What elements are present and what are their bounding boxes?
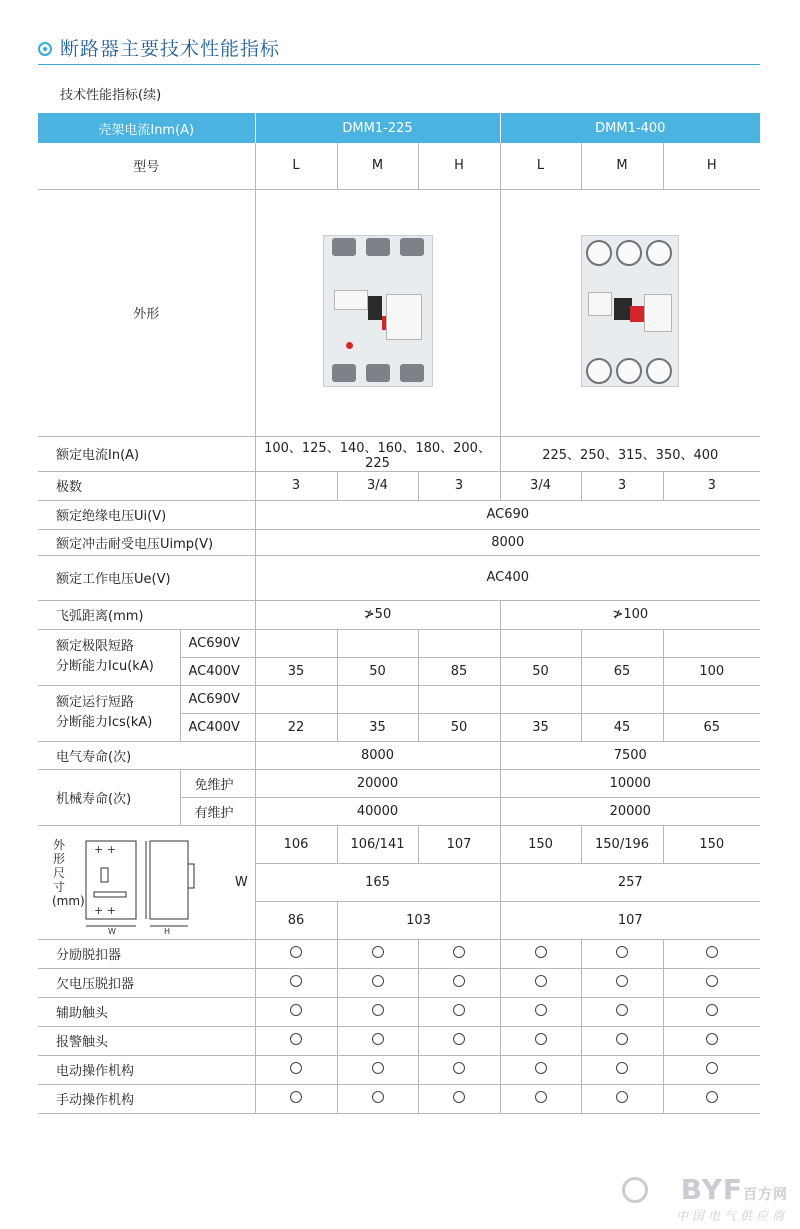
ue-label: 额定工作电压Ue(V) (38, 555, 255, 600)
svg-text:+ +: + + (94, 843, 116, 856)
optional-circle-icon (290, 1033, 302, 1045)
appearance-label: 外形 (38, 189, 255, 436)
icu-label-line2: 分断能力Icu(kA) (56, 659, 154, 674)
bullet-ring-icon (38, 42, 52, 56)
optional-circle-icon (290, 1004, 302, 1016)
optional-circle-icon (706, 1033, 718, 1045)
empty-cell (418, 685, 500, 713)
optional-circle-icon (616, 1033, 628, 1045)
empty-cell (255, 629, 337, 657)
ics-label-line1: 额定运行短路 (56, 695, 135, 710)
ui-row (38, 500, 760, 529)
ics-label (38, 685, 180, 741)
icu-ac690-row (38, 629, 760, 657)
optional-circle-icon (706, 946, 718, 958)
optional-circle-icon (706, 1091, 718, 1103)
elec-life-row (38, 741, 760, 769)
frame-current-label: 壳架电流Inm(A) (38, 113, 255, 143)
accessory-row (38, 968, 760, 997)
ui-label: 额定绝缘电压Ui(V) (38, 500, 255, 529)
optional-circle-icon (706, 1004, 718, 1016)
accessory-row (38, 939, 760, 968)
empty-cell (581, 629, 663, 657)
poles-cell: 3 (418, 471, 500, 500)
mech-free-label: 免维护 (180, 769, 255, 797)
dimension-diagram-cell (38, 825, 255, 939)
arc-row (38, 600, 760, 629)
empty-cell (500, 629, 581, 657)
optional-circle-icon (535, 1062, 547, 1074)
empty-cell (255, 685, 337, 713)
watermark (622, 1173, 792, 1223)
dimension-drawing (38, 836, 228, 936)
elec-life-225: 8000 (255, 741, 500, 769)
poles-cell: 3/4 (337, 471, 418, 500)
watermark-tagline: 中国电气供应商 (675, 1209, 788, 1223)
svg-text:+ +: + + (94, 904, 116, 917)
accessory-label: 欠电压脱扣器 (38, 968, 255, 997)
dim-w-row (38, 825, 760, 863)
optional-circle-icon (372, 1033, 384, 1045)
optional-circle-icon (372, 975, 384, 987)
rated-current-row (38, 436, 760, 471)
icu-cell: 100 (663, 657, 760, 685)
optional-circle-icon (372, 946, 384, 958)
icu-ac690-label: AC690V (180, 629, 255, 657)
poles-cell: 3/4 (500, 471, 581, 500)
mech-free-400: 10000 (500, 769, 760, 797)
mech-free-row (38, 769, 760, 797)
watermark-logo: BYF百方网 (680, 1173, 788, 1206)
icu-label (38, 629, 180, 685)
spec-table (38, 113, 760, 1114)
dim-h-400: 107 (500, 901, 760, 939)
dim-w-cell: 106/141 (337, 825, 418, 863)
watermark-emblem-icon (622, 1177, 648, 1203)
optional-circle-icon (616, 1091, 628, 1103)
ue-value: AC400 (255, 555, 760, 600)
optional-circle-icon (535, 946, 547, 958)
dim-h-225-l: 86 (255, 901, 337, 939)
icu-cell: 50 (337, 657, 418, 685)
arc-225: ≯50 (255, 600, 500, 629)
ics-cell: 45 (581, 713, 663, 741)
dim-w-cell: 150 (663, 825, 760, 863)
section-header (38, 34, 760, 66)
model-cell: M (337, 143, 418, 189)
mech-maint-400: 20000 (500, 797, 760, 825)
dim-l-400: 257 (500, 863, 760, 901)
model-cell: L (255, 143, 337, 189)
empty-cell (337, 685, 418, 713)
breaker-400-image (500, 189, 760, 436)
poles-cell: 3 (255, 471, 337, 500)
optional-circle-icon (616, 1004, 628, 1016)
icu-cell: 65 (581, 657, 663, 685)
elec-life-label: 电气寿命(次) (38, 741, 255, 769)
accessory-row (38, 997, 760, 1026)
breaker-400-illustration (581, 235, 679, 387)
breaker-225-illustration (323, 235, 433, 387)
arc-400: ≯100 (500, 600, 760, 629)
table-subtitle: 技术性能指标(续) (60, 88, 162, 103)
optional-circle-icon (616, 1062, 628, 1074)
frame-400-label: DMM1-400 (500, 113, 760, 143)
frame-current-row (38, 113, 760, 143)
dimension-diagram (38, 836, 228, 936)
accessory-row (38, 1026, 760, 1055)
accessory-label: 报警触头 (38, 1026, 255, 1055)
elec-life-400: 7500 (500, 741, 760, 769)
dim-w-cell: 150 (500, 825, 581, 863)
ics-cell: 35 (337, 713, 418, 741)
optional-circle-icon (535, 1033, 547, 1045)
rated-current-label: 额定电流In(A) (38, 436, 255, 471)
ics-ac690-label: AC690V (180, 685, 255, 713)
appearance-row (38, 189, 760, 436)
optional-circle-icon (706, 975, 718, 987)
svg-text:W: W (108, 927, 116, 936)
uimp-row (38, 529, 760, 555)
optional-circle-icon (535, 975, 547, 987)
dim-label: 外形尺寸(mm) (52, 838, 85, 908)
accessory-label: 手动操作机构 (38, 1084, 255, 1113)
dim-h-225-mh: 103 (337, 901, 500, 939)
optional-circle-icon (290, 946, 302, 958)
icu-cell: 35 (255, 657, 337, 685)
optional-circle-icon (453, 1004, 465, 1016)
model-cell: H (663, 143, 760, 189)
empty-cell (581, 685, 663, 713)
svg-text:H: H (164, 927, 171, 936)
ics-ac690-row (38, 685, 760, 713)
optional-circle-icon (616, 975, 628, 987)
dim-w-cell: 150/196 (581, 825, 663, 863)
empty-cell (663, 629, 760, 657)
accessory-row (38, 1084, 760, 1113)
model-cell: M (581, 143, 663, 189)
empty-cell (337, 629, 418, 657)
poles-cell: 3 (581, 471, 663, 500)
uimp-label: 额定冲击耐受电压Uimp(V) (38, 529, 255, 555)
ics-label-line2: 分断能力Ics(kA) (56, 715, 153, 730)
optional-circle-icon (290, 1091, 302, 1103)
optional-circle-icon (372, 1062, 384, 1074)
section-title: 断路器主要技术性能指标 (60, 38, 281, 60)
poles-row (38, 471, 760, 500)
ics-cell: 22 (255, 713, 337, 741)
optional-circle-icon (453, 975, 465, 987)
poles-label: 极数 (38, 471, 255, 500)
icu-ac400-label: AC400V (180, 657, 255, 685)
icu-label-line1: 额定极限短路 (56, 639, 135, 654)
model-cell: L (500, 143, 581, 189)
ue-row (38, 555, 760, 600)
header-divider (38, 64, 760, 65)
dim-w-cell: 107 (418, 825, 500, 863)
optional-circle-icon (616, 946, 628, 958)
dim-l-225: 165 (255, 863, 500, 901)
ics-cell: 65 (663, 713, 760, 741)
optional-circle-icon (535, 1091, 547, 1103)
optional-circle-icon (453, 946, 465, 958)
optional-circle-icon (372, 1004, 384, 1016)
empty-cell (500, 685, 581, 713)
icu-cell: 85 (418, 657, 500, 685)
model-cell: H (418, 143, 500, 189)
frame-225-label: DMM1-225 (255, 113, 500, 143)
accessory-label: 电动操作机构 (38, 1055, 255, 1084)
optional-circle-icon (290, 975, 302, 987)
accessory-row (38, 1055, 760, 1084)
model-label: 型号 (38, 143, 255, 189)
icu-cell: 50 (500, 657, 581, 685)
rated-current-225: 100、125、140、160、180、200、225 (255, 436, 500, 471)
optional-circle-icon (706, 1062, 718, 1074)
ui-value: AC690 (255, 500, 760, 529)
mech-life-label: 机械寿命(次) (38, 769, 180, 825)
model-row (38, 143, 760, 189)
mech-maint-225: 40000 (255, 797, 500, 825)
optional-circle-icon (535, 1004, 547, 1016)
empty-cell (663, 685, 760, 713)
optional-circle-icon (372, 1091, 384, 1103)
dim-w-cell: 106 (255, 825, 337, 863)
uimp-value: 8000 (255, 529, 760, 555)
dim-w-label: W (234, 874, 248, 890)
rated-current-400: 225、250、315、350、400 (500, 436, 760, 471)
ics-cell: 50 (418, 713, 500, 741)
arc-label: 飞弧距离(mm) (38, 600, 255, 629)
optional-circle-icon (290, 1062, 302, 1074)
optional-circle-icon (453, 1062, 465, 1074)
ics-ac400-label: AC400V (180, 713, 255, 741)
ics-cell: 35 (500, 713, 581, 741)
accessory-label: 分励脱扣器 (38, 939, 255, 968)
breaker-225-image (255, 189, 500, 436)
optional-circle-icon (453, 1091, 465, 1103)
poles-cell: 3 (663, 471, 760, 500)
mech-maint-label: 有维护 (180, 797, 255, 825)
accessory-label: 辅助触头 (38, 997, 255, 1026)
mech-free-225: 20000 (255, 769, 500, 797)
empty-cell (418, 629, 500, 657)
optional-circle-icon (453, 1033, 465, 1045)
